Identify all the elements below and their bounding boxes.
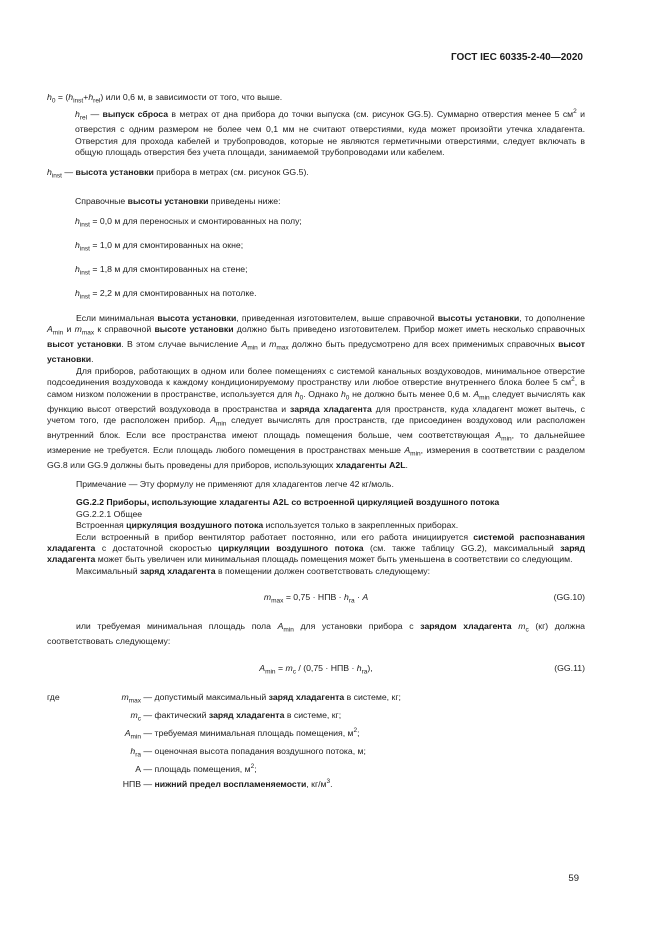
equation-gg10-formula: $m_{max} = 0,75$ · НПВ · $h_{ra} \cdot A$ bbox=[263, 592, 369, 605]
where-list bbox=[47, 692, 585, 790]
document-header: ГОСТ IEC 60335-2-40—2020 bbox=[450, 52, 583, 63]
equation-gg11-number: (GG.11) bbox=[554, 662, 585, 673]
where-hra: $h_{ra}$ — оценочная высота попадания воздушного потока, м; bbox=[130, 746, 366, 759]
section-title: GG.2.2 Приборы, использующие хладагенты A2L со встроенной циркуляцией воздушного потока bbox=[76, 497, 500, 508]
reference-height-window: $h_{inst} = 1,0$ м для смонтированных на окне; bbox=[75, 240, 244, 253]
where-mc: $m_c$ — фактический заряд хладагента в системе, кг; bbox=[130, 709, 342, 723]
page-number: 59 bbox=[568, 873, 579, 884]
reference-heights-intro: Справочные высоты установки приведены ниже: bbox=[75, 195, 281, 206]
subsection-title: GG.2.2.1 Общее bbox=[76, 508, 143, 519]
paragraph-ducted-appliances: Для приборов, работающих в одном или более помещениях с системой канальных воздуховодов, минимальное отверстие подсоединения воздуховода к каждому кондиционируемому пространству или любое отверстие внутреннего блока более 5 $см^2$, в самом низком положении в пространстве, используется для $h_0$. Однако $h_0$ не должно быть менее 0,6 м. $A_{min}$ следует вычислять как функцию высот отверстий воздуховода в пространства и заряда хладагента для пространств, куда хладагент может вытечь, с учетом того, где расположен прибор. $A_{min}$ следует вычислять для пространств, где присоединен воздуховод или расположен внутренний блок. Если все пространства имеют площадь помещения больше, чем соответствующая $A_{min}$, то дальнейшее измерение не требуется. Если площадь любого помещения в пространствах меньше $A_{min}$, измерения в соответствии с разделом GG.8 или GG.9 должны быть проведены для приборов, использующих хладагенты A2L. bbox=[47, 365, 585, 471]
equation-gg10 bbox=[47, 592, 585, 606]
paragraph-min-area: или требуемая минимальная площадь пола $A_{min}$ для установки прибора с зарядом хладагента $m_c$ (кг) должна соответствовать следующему: bbox=[47, 621, 585, 647]
h0-definition: $h_0 = (h_{inst}+h_{rel})$ или 0,6 м, в зависимости от того, что выше. bbox=[47, 92, 283, 105]
paragraph-max-charge: Максимальный заряд хладагента в помещении должен соответствовать следующему: bbox=[76, 565, 431, 576]
equation-gg11 bbox=[47, 663, 585, 677]
where-mmax: где $m_{max}$ — допустимый максимальный заряд хладагента в системе, кг; bbox=[47, 691, 401, 705]
hinst-definition: $h_{inst}$ — высота установки прибора в метрах (см. рисунок GG.5). bbox=[47, 166, 309, 180]
reference-height-ceiling: $h_{inst} = 2,2$ м для смонтированных на потолке. bbox=[75, 288, 257, 302]
reference-height-floor: $h_{inst} = 0,0$ м для переносных и смонтированных на полу; bbox=[75, 216, 302, 229]
page-content bbox=[47, 92, 585, 790]
paragraph-fan-operation: Если встроенный в прибор вентилятор работает постоянно, или его работа инициируется системой распознавания хладагента с достаточной скоростью циркуляции воздушного потока (см. также таблицу GG.2), максимальный заряд хладагента может быть увеличен или минимальная площадь помещения может быть уменьшена в соответствии со следующим. bbox=[47, 531, 585, 565]
note: Примечание — Эту формулу не применяют для хладагентов легче 42 кг/моль. bbox=[76, 478, 394, 489]
where-amin: $A_{min}$ — требуемая минимальная площадь помещения, $м^2$; bbox=[124, 727, 360, 741]
reference-height-wall: $h_{inst} = 1,8$ м для смонтированных на стене; bbox=[75, 264, 248, 278]
paragraph-integral-circulation: Встроенная циркуляция воздушного потока используется только в закрепленных приборах. bbox=[76, 520, 459, 531]
equation-gg10-number: (GG.10) bbox=[553, 592, 585, 603]
where-a: A — площадь помещения, $м^2$; bbox=[135, 763, 257, 775]
where-npv: НПВ — нижний предел воспламеняемости, $кг/м^3$. bbox=[122, 777, 333, 789]
hrel-definition: $h_{rel}$ — выпуск сброса в метрах от дна прибора до точки выпуска (см. рисунок GG.5). Суммарно отверстия менее 5 $см^2$ и отверстия с одним размером не более чем 0,1 мм не считают отверстиями, куда может произойти утечка хладагента. Отверстия для прохода кабелей и трубопроводов, которые не являются герметичными отверстиями, следует включать в общую площадь отверстия без учета площади, занимаемой трубопроводами или кабелем. bbox=[75, 108, 586, 158]
paragraph-installation-height: Если минимальная высота установки, приведенная изготовителем, выше справочной высоты установки, то дополнение $A_{min}$ и $m_{max}$ к справочной высоте установки должно быть приведено изготовителем. Прибор может иметь несколько справочных высот установки. В этом случае вычисление $A_{min}$ и $m_{max}$ должно быть предусмотрено для всех применимых справочных высот установки. bbox=[47, 312, 585, 365]
equation-gg11-formula: $A_{min} = m_c / (0,75$ · НПВ · $h_{ra}$), bbox=[259, 662, 373, 676]
